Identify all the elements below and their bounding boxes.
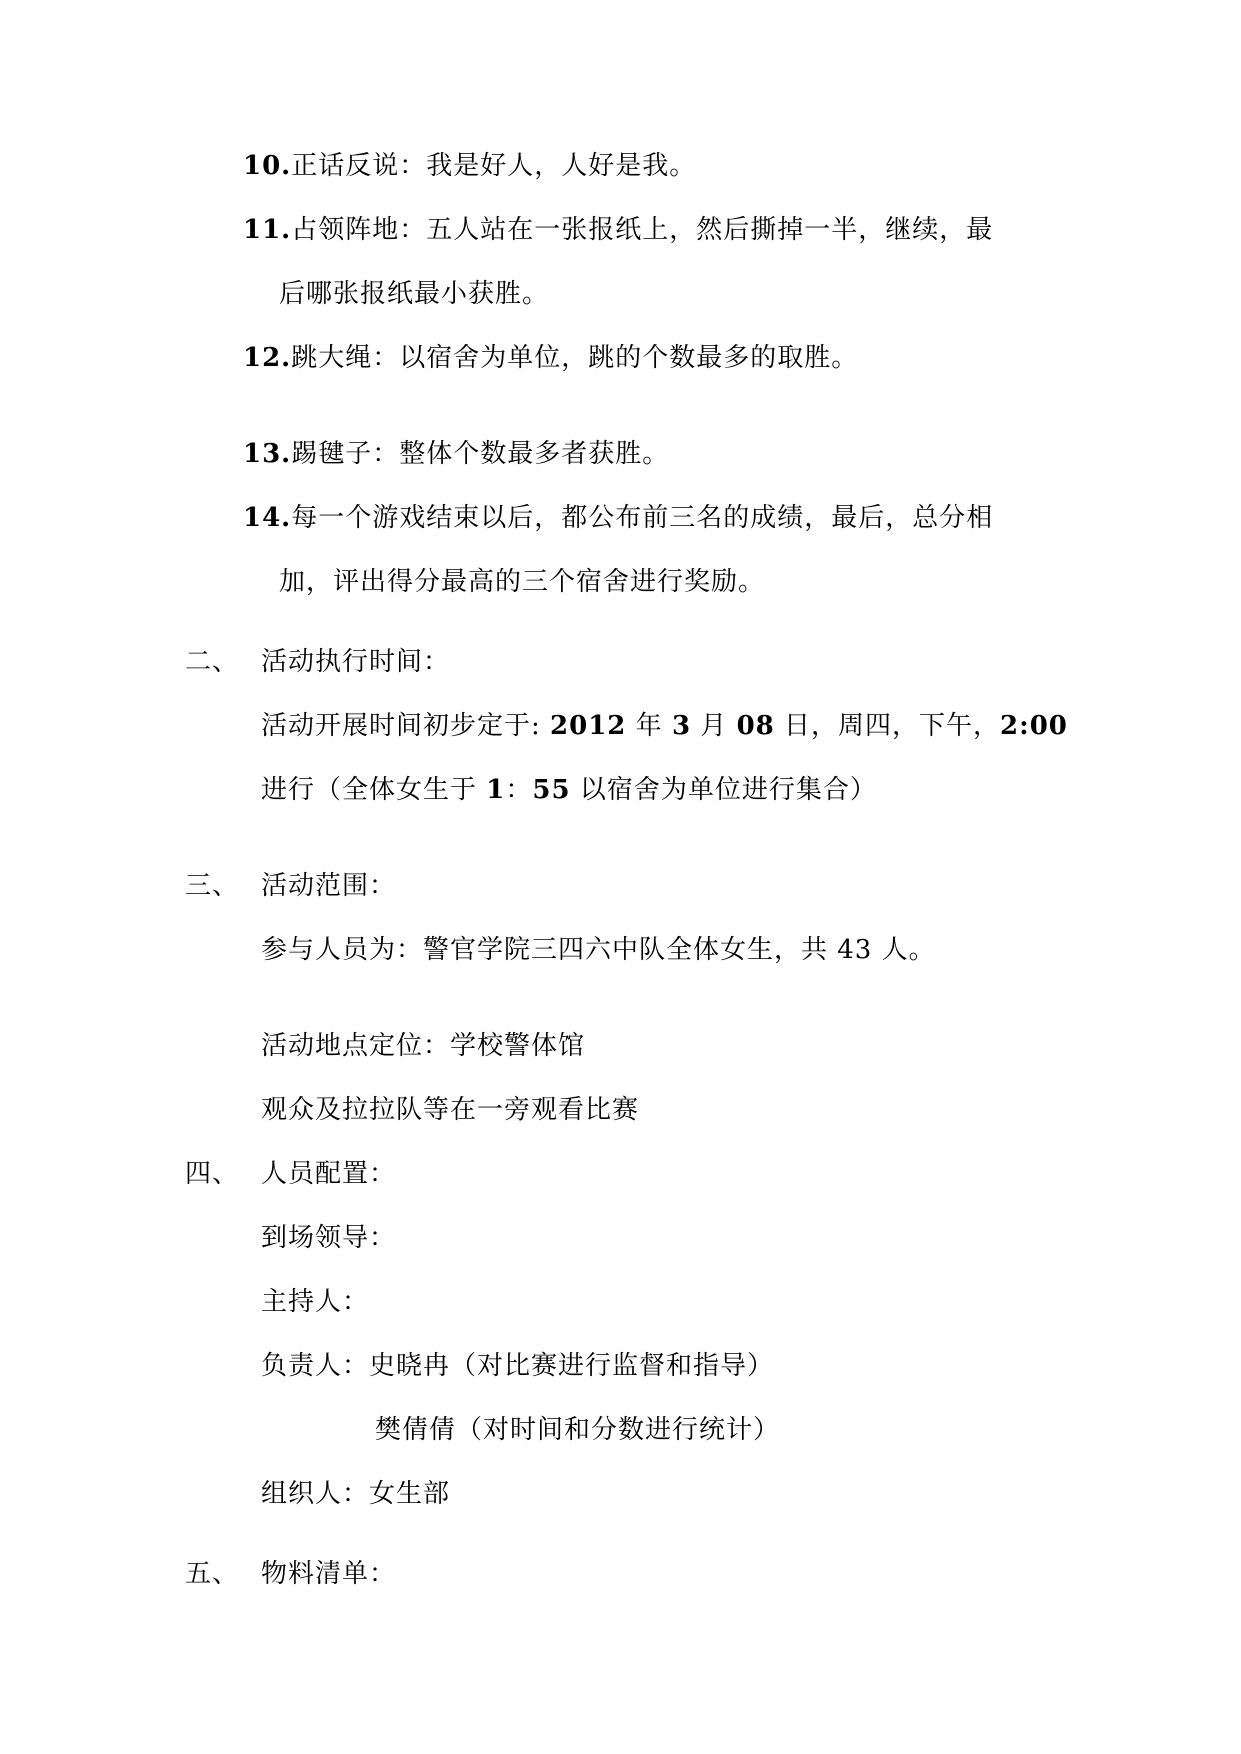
section-title: 活动范围： (261, 871, 397, 901)
section-heading (185, 1557, 396, 1591)
section-line: 到场领导： (261, 1223, 397, 1253)
section-line: 主持人： (261, 1287, 370, 1317)
section-title: 物料清单： (261, 1559, 397, 1589)
section-title: 人员配置： (261, 1159, 397, 1189)
section-line: 进行（全体女生于 1：55 以宿舍为单位进行集合） (261, 775, 877, 805)
section-number: 五、 (185, 1559, 240, 1589)
item-text: 正话反说：我是好人，人好是我。 (291, 151, 697, 181)
item-continuation: 后哪张报纸最小获胜。 (279, 279, 550, 309)
item-number: 10. (243, 151, 292, 181)
section-number: 三、 (185, 871, 240, 901)
section-line: 活动开展时间初步定于: 2012 年 3 月 08 日，周四，下午，2:00 (261, 711, 1068, 741)
item-number: 14. (243, 503, 292, 533)
section-title: 活动执行时间： (261, 647, 451, 677)
list-item (243, 501, 993, 535)
item-number: 13. (243, 439, 292, 469)
section-line: 活动地点定位：学校警体馆 (261, 1031, 586, 1061)
item-text: 占领阵地：五人站在一张报纸上，然后撕掉一半，继续，最 (291, 215, 994, 245)
list-item (243, 437, 669, 471)
item-text: 跳大绳：以宿舍为单位，跳的个数最多的取胜。 (291, 343, 859, 373)
section-heading (185, 645, 450, 679)
item-number: 11. (243, 215, 292, 245)
item-continuation: 加，评出得分最高的三个宿舍进行奖励。 (279, 567, 766, 597)
section-heading (185, 1157, 396, 1191)
section-line: 樊倩倩（对时间和分数进行统计） (375, 1415, 781, 1445)
section-number: 二、 (185, 647, 240, 677)
section-heading (185, 869, 396, 903)
item-text: 踢毽子：整体个数最多者获胜。 (291, 439, 670, 469)
list-item (243, 149, 696, 183)
item-text: 每一个游戏结束以后，都公布前三名的成绩，最后，总分相 (291, 503, 994, 533)
list-item (243, 341, 858, 375)
section-line: 组织人：女生部 (261, 1479, 451, 1509)
item-number: 12. (243, 343, 292, 373)
section-line: 参与人员为：警官学院三四六中队全体女生，共 43 人。 (261, 935, 936, 965)
section-line: 观众及拉拉队等在一旁观看比赛 (261, 1095, 640, 1125)
list-item (243, 213, 993, 247)
section-number: 四、 (185, 1159, 240, 1189)
section-line: 负责人：史晓冉（对比赛进行监督和指导） (261, 1351, 775, 1381)
